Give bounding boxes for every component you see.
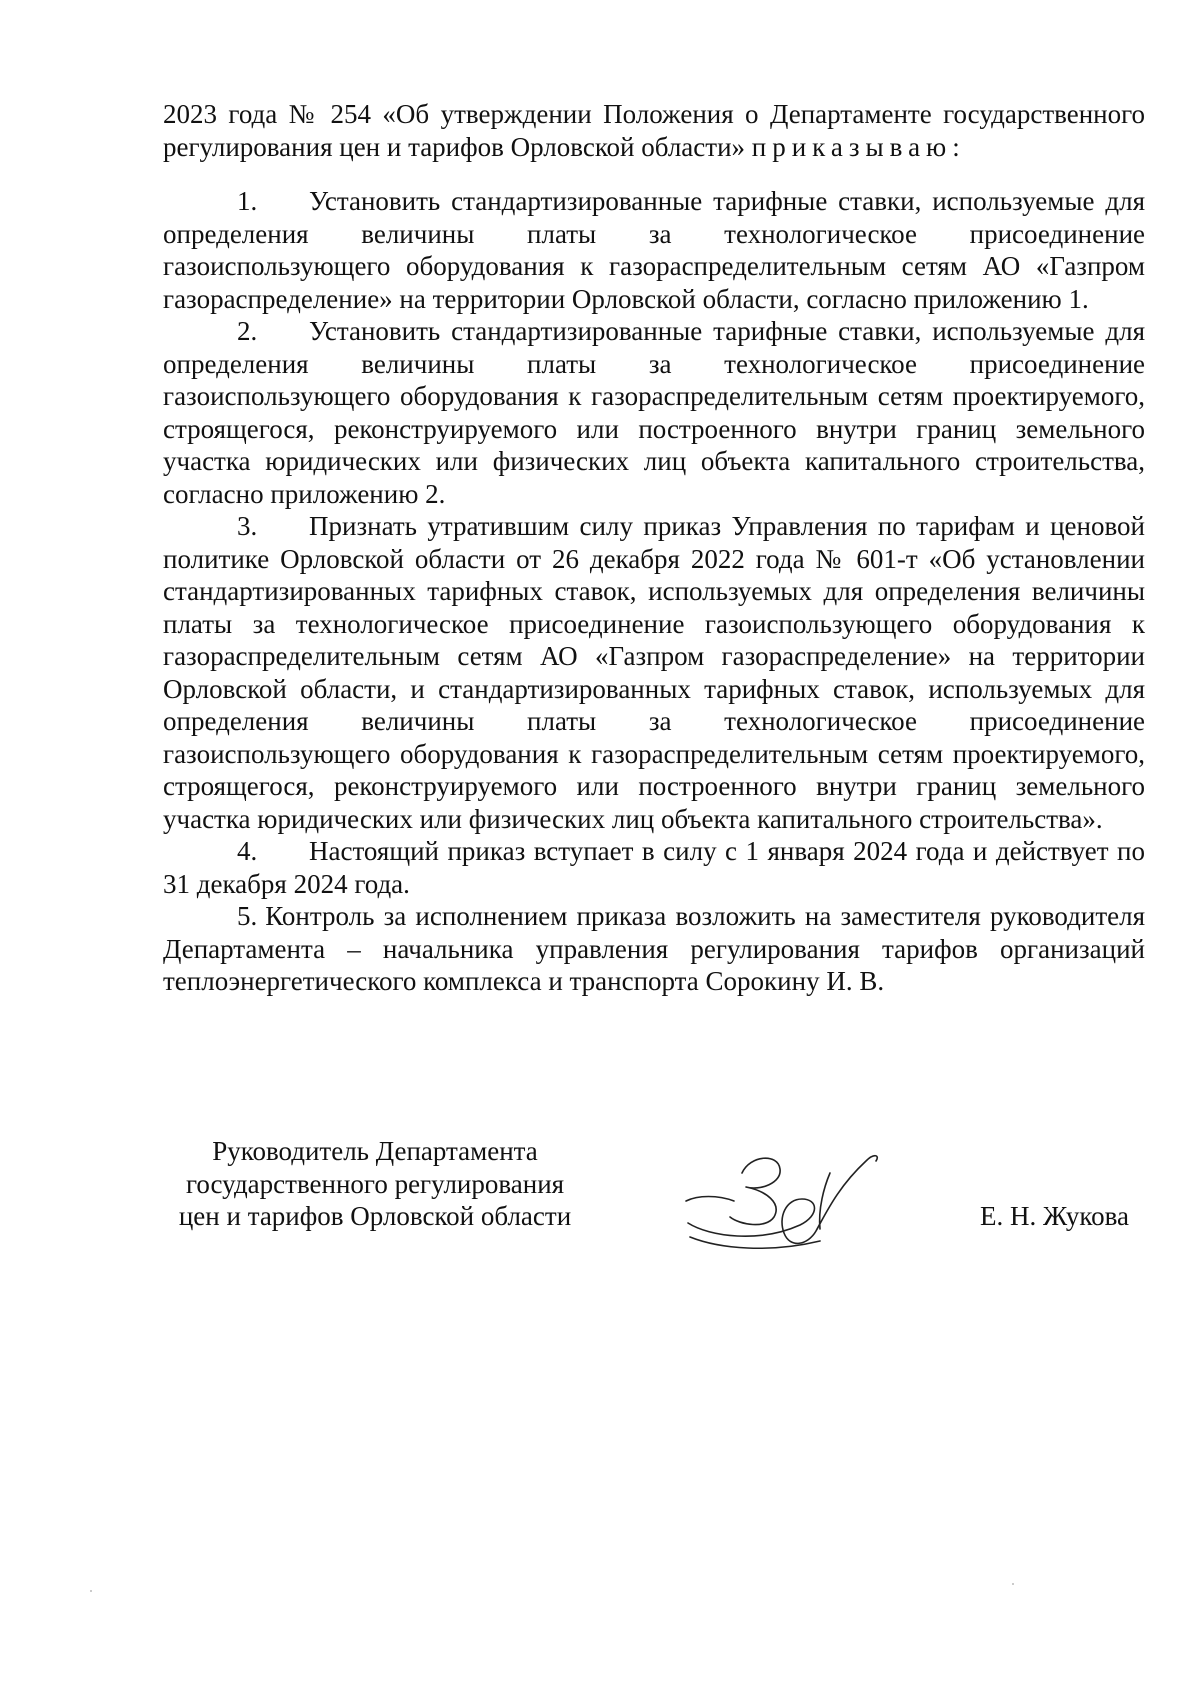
handwritten-signature <box>670 1125 910 1275</box>
item-number: 1. <box>237 186 258 216</box>
order-item-3 <box>163 510 1145 835</box>
position-line: государственного регулирования <box>185 1168 565 1199</box>
order-item-4 <box>163 835 1145 900</box>
document-body <box>163 98 1145 998</box>
signatory-name: Е. Н. Жукова <box>980 1201 1129 1231</box>
item-text: Контроль за исполнением приказа возложить на заместителя руководителя Департамента – начальника управления регулирования тарифов организаций теплоэнергетического комплекса и транспорта Сорокину И. В. <box>163 901 1145 996</box>
item-text: Признать утратившим силу приказ Управления по тарифам и ценовой политике Орловской области от 26 декабря 2022 года № 601-т «Об установлении стандартизированных тарифных ставок, используемых для определения величины платы за технологическое присоединение газоиспользующего оборудования к газораспределительным сетям АО «Газпром газораспределение» на территории Орловской области, и стандартизированных тарифных ставок, используемых для определения величины платы за технологическое присоединение газоиспользующего оборудования к газораспределительным сетям проектируемого, строящегося, реконструируемого или построенного внутри границ земельного участка юридических или физических лиц объекта капитального строительства». <box>163 511 1145 834</box>
signatory-position <box>150 1135 600 1233</box>
order-word: приказываю: <box>751 131 966 162</box>
order-item-2 <box>163 315 1145 510</box>
item-text: Установить стандартизированные тарифные ставки, используемые для определения величины платы за технологическое присоединение газоиспользующего оборудования к газораспределительным сетям АО «Газпром газораспределение» на территории Орловской области, согласно приложению 1. <box>163 186 1145 314</box>
position-line: Руководитель Департамента <box>212 1136 538 1166</box>
item-text: Настоящий приказ вступает в силу с 1 января 2024 года и действует по 31 декабря 2024 года. <box>163 836 1145 899</box>
position-line: цен и тарифов Орловской области <box>178 1201 572 1231</box>
item-number: 5. <box>237 901 258 931</box>
order-item-5 <box>163 900 1145 998</box>
item-text: Установить стандартизированные тарифные ставки, используемые для определения величины платы за технологическое присоединение газоиспользующего оборудования к газораспределительным сетям проектируемого, строящегося, реконструируемого или построенного внутри границ земельного участка юридических или физических лиц объекта капитального строительства, согласно приложению 2. <box>163 316 1145 509</box>
intro-text: 2023 года № 254 «Об утверждении Положения о Департаменте государственного регулирования цен и тарифов Орловской области» <box>163 99 1145 162</box>
item-number: 2. <box>237 316 258 346</box>
scan-speck <box>90 1590 92 1592</box>
order-item-1 <box>163 185 1145 315</box>
item-number: 3. <box>237 511 258 541</box>
signature-block <box>0 1135 1200 1285</box>
scan-speck <box>1012 1583 1014 1585</box>
item-number: 4. <box>237 836 258 866</box>
intro-paragraph <box>163 98 1145 163</box>
